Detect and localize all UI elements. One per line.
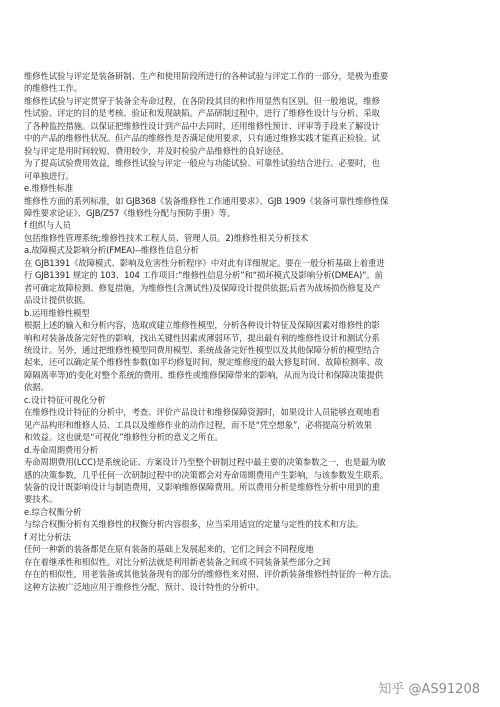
text-line: 与综合权衡分析有关维修性的权衡分析内容很多，应当采用适宜的定量与定性的技术和方法。 [24, 519, 364, 530]
text-line: 品设计提供依据。 [24, 295, 91, 306]
text-line: 统设计。另外，通过把维修性模型同费用模型、系统战备完好性模型以及其他保障分析的模型结合 [24, 344, 380, 355]
text-line: 见产品构形和维修人员、工具以及维修作业的动作过程，而不是“凭空想象”，必将提高分析效果 [24, 419, 372, 430]
section-heading: a.故障模式及影响分析(FMEA)--维修性信息分析 [24, 245, 199, 256]
section-heading: d.寿命周期费用分析 [24, 444, 98, 455]
text-line: 依据。 [24, 382, 49, 393]
text-line: 响和对装备战备完好性的影响，找出关键性因素或薄弱环节，提出最有利的维修性设计和测试分系 [24, 332, 380, 343]
text-line: 维修性试验与评定是装备研制、生产和使用阶段所进行的各种试验与评定工作的一部分，是极为重要 [24, 71, 389, 81]
text-line: 起来，还可以确定某个维修性参数(如平均修复时间、规定维修度的最大修复时间、故障检测率、故 [24, 357, 383, 368]
text-line: 寿命周期费用(LCC)是系统论证、方案设计乃至整个研制过程中最主要的决策参数之一，也是最为敏 [24, 457, 386, 468]
text-line: 为了提高试验费用效益，维修性试验与评定一般应与功能试验、可靠性试验结合进行。必要时，也 [24, 158, 380, 169]
text-line: 这种方法被广泛地应用于维修性分配、预计、设计特性的分析中。 [24, 581, 264, 592]
text-line: 者可确定故障检测、修复措施，为维修性(含测试性)及保障设计提供依据;后者为战场损伤修复及产 [24, 282, 381, 293]
text-line: 在 GJB1391《故障模式、影响及危害性分析程序》中对此有详细规定。要在一般分析基础上着重进 [24, 257, 385, 268]
text-line: 维修性试验与评定贯穿于装备全寿命过程，在各阶段其目的和作用显然有区别。但一般地说，维修 [24, 95, 380, 106]
text-line: 中的产品的维修性状况。但产品的维修性是否满足使用要求，只有通过维修实践才能真正检验。试 [24, 133, 380, 144]
text-line: 的维修性工作。 [24, 83, 82, 94]
text-line: 感的决策参数，几乎任何一次研制过程中的决策都会对寿命周期费用产生影响，与该参数发生联系。 [24, 469, 389, 480]
text-line: 验与评定是用时间较短、费用较少，并及时检验产品维修性的良好途径。 [24, 145, 289, 156]
section-heading: f 对比分析法 [24, 531, 71, 542]
text-line: 存在着继承性和相似性。对比分析法就是利用新老装备之间或不同装备某些部分之间 [24, 556, 331, 567]
text-line: 维修性方面的系列标准，如 GJB368《装备维修性工作通用要求》、GJB 1909《装备可靠性维修性保 [24, 195, 389, 206]
text-line: 了各种监控措施。以保证把维修性设计到产品中去同时，还用维修性预计、评审等手段来了解设计 [24, 120, 380, 131]
text-line: 装备的设计既影响设计与制造费用，又影响维修保障费用。所以费用分析是维修性分析中用到的重 [24, 481, 380, 492]
text-line: 性试验、评定的目的是考核、验证和发现缺陷。产品研制过程中，进行了维修性设计与分析、采取 [24, 108, 380, 119]
section-heading: e.维修性标准 [24, 183, 73, 194]
text-line: 要技术。 [24, 494, 58, 505]
section-heading: f 组织与人员 [24, 220, 71, 231]
text-line: 任何一种新的装备都是在原有装备的基础上发展起来的，它们之间会不同程度地 [24, 544, 314, 555]
text-line: 障隔离率等)的变化对整个系统的费用、维修性或维修保障带来的影响，从而为设计和保障决策提供 [24, 369, 383, 380]
section-heading: b.运用维修性模型 [24, 307, 90, 318]
text-line: 行 GJB1391 规定的 103、104 工作项目:“维修性信息分析”和“损坏模式及影响分析(DMEA)”。前 [24, 270, 383, 281]
text-line: 可单独进行。 [24, 170, 74, 181]
text-line: 包括维修性管理系统;维修性技术工程人员、管理人员。2)维修性相关分析技术 [24, 232, 309, 243]
text-line: 障性要求论证》、GJB/Z57《维修性分配与预防手册》等。 [24, 207, 236, 218]
text-line: 根据上述的输入和分析内容，选取或建立维修性模型，分析各种设计特征及保障因素对维修性的影 [24, 320, 380, 331]
text-line: 在维修性设计特征的分析中，考查、评价产品设计和维修保障资源时，如果设计人员能够直观地看 [24, 407, 380, 418]
text-line: 存在的相似性，用老装备或其他装备现有的部分的维修性来对照、评价新装备维修性特征的一种方法。 [24, 569, 397, 580]
section-heading: e.综合权衡分析 [24, 506, 82, 517]
watermark: 知乎 @AS91208 [378, 682, 480, 697]
section-heading: c.设计特征可视化分析 [24, 394, 106, 405]
text-line: 和效益。这也就是“可视化”维修性分析的意义之所在。 [24, 432, 223, 443]
